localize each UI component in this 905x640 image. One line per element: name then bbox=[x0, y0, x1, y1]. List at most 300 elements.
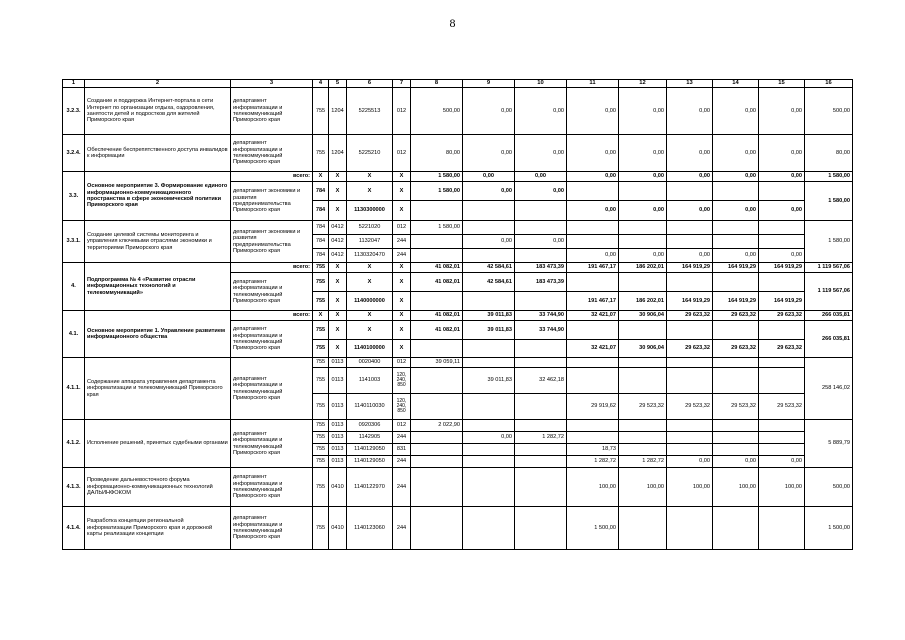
table-cell bbox=[713, 182, 759, 201]
table-cell bbox=[463, 394, 515, 420]
table-cell bbox=[515, 507, 567, 550]
table-cell: 1141003 bbox=[347, 368, 393, 394]
table-cell: 1 580,00 bbox=[411, 221, 463, 235]
responsible-dept: департамент информатизации и телекоммуникаций Приморского края bbox=[231, 358, 313, 420]
table-cell: Х bbox=[329, 311, 347, 321]
table-cell bbox=[759, 235, 805, 249]
responsible-dept: департамент информатизации и телекоммуникаций Приморского края bbox=[231, 507, 313, 550]
table-cell bbox=[411, 456, 463, 468]
table-cell: Х bbox=[393, 273, 411, 292]
responsible-dept: департамент информатизации и телекоммуникаций Приморского края bbox=[231, 321, 313, 358]
table-cell: 39 011,83 bbox=[463, 368, 515, 394]
table-cell: 164 919,29 bbox=[759, 263, 805, 273]
table-cell: 29 523,32 bbox=[667, 394, 713, 420]
table-cell bbox=[667, 358, 713, 368]
table-cell bbox=[713, 221, 759, 235]
column-header: 1 bbox=[63, 80, 85, 88]
table-cell: 1204 bbox=[329, 135, 347, 172]
budget-table bbox=[62, 79, 853, 550]
row-number: 4. bbox=[63, 263, 85, 311]
table-cell bbox=[515, 456, 567, 468]
table-cell: Х bbox=[393, 311, 411, 321]
table-cell bbox=[713, 235, 759, 249]
total-label: всего: bbox=[231, 311, 313, 321]
table-cell: Х bbox=[393, 321, 411, 340]
table-cell bbox=[667, 432, 713, 444]
table-cell bbox=[411, 201, 463, 221]
table-cell: 0,00 bbox=[463, 432, 515, 444]
table-cell: 244 bbox=[393, 235, 411, 249]
column-header: 12 bbox=[619, 80, 667, 88]
table-cell: 0,00 bbox=[567, 88, 619, 135]
table-cell bbox=[667, 368, 713, 394]
table-cell: Х bbox=[313, 311, 329, 321]
table-cell bbox=[619, 321, 667, 340]
table-cell bbox=[667, 221, 713, 235]
table-cell: Х bbox=[393, 201, 411, 221]
table-cell: 32 421,07 bbox=[567, 311, 619, 321]
table-cell: 500,00 bbox=[805, 88, 853, 135]
table-cell: Х bbox=[393, 172, 411, 182]
table-cell: 0113 bbox=[329, 444, 347, 456]
table-cell: 39 059,11 bbox=[411, 358, 463, 368]
table-cell bbox=[567, 368, 619, 394]
table-cell: 1132047 bbox=[347, 235, 393, 249]
table-cell: 755 bbox=[313, 321, 329, 340]
table-cell: 0,00 bbox=[619, 135, 667, 172]
column-header: 7 bbox=[393, 80, 411, 88]
table-cell: 012 bbox=[393, 420, 411, 432]
table-cell bbox=[619, 235, 667, 249]
table-cell: Х bbox=[313, 172, 329, 182]
responsible-dept: департамент информатизации и телекоммуникаций Приморского края bbox=[231, 135, 313, 172]
table-cell: 0113 bbox=[329, 394, 347, 420]
table-cell bbox=[667, 235, 713, 249]
table-cell bbox=[619, 432, 667, 444]
table-cell: 258 146,02 bbox=[805, 358, 853, 420]
table-cell: 244 bbox=[393, 468, 411, 507]
table-cell: 0,00 bbox=[619, 249, 667, 263]
table-cell bbox=[713, 368, 759, 394]
row-number: 4.1.4. bbox=[63, 507, 85, 550]
table-cell: 42 584,61 bbox=[463, 263, 515, 273]
column-header: 15 bbox=[759, 80, 805, 88]
table-cell bbox=[759, 221, 805, 235]
column-header: 10 bbox=[515, 80, 567, 88]
table-cell: 33 744,90 bbox=[515, 321, 567, 340]
table-cell: 755 bbox=[313, 273, 329, 292]
table-cell: 500,00 bbox=[411, 88, 463, 135]
table-cell bbox=[463, 358, 515, 368]
table-cell: 42 584,61 bbox=[463, 273, 515, 292]
row-name: Создание и поддержка Интернет-портала в сети Интернет по организации отдыха, оздоровления, занятости детей и подростков для жителей Приморского края bbox=[85, 88, 231, 135]
table-cell bbox=[411, 368, 463, 394]
table-cell: 0,00 bbox=[667, 172, 713, 182]
table-cell: 29 919,62 bbox=[567, 394, 619, 420]
column-header: 9 bbox=[463, 80, 515, 88]
table-cell: 755 bbox=[313, 456, 329, 468]
table-cell: 1 580,00 bbox=[805, 221, 853, 263]
table-row bbox=[63, 172, 853, 182]
table-cell bbox=[713, 432, 759, 444]
table-cell: 0,00 bbox=[759, 201, 805, 221]
table-cell bbox=[667, 182, 713, 201]
row-name: Основное мероприятие 1. Управление развитием информационного общества bbox=[85, 311, 231, 358]
table-row bbox=[63, 468, 853, 507]
table-row bbox=[63, 311, 853, 321]
table-cell: Х bbox=[329, 321, 347, 340]
row-number: 4.1.1. bbox=[63, 358, 85, 420]
table-cell bbox=[463, 340, 515, 358]
table-cell: 784 bbox=[313, 182, 329, 201]
table-cell bbox=[515, 221, 567, 235]
table-cell: 80,00 bbox=[805, 135, 853, 172]
table-cell: 0113 bbox=[329, 456, 347, 468]
table-cell: 100,00 bbox=[759, 468, 805, 507]
total-label: всего: bbox=[231, 172, 313, 182]
table-cell: 164 919,29 bbox=[667, 292, 713, 311]
table-cell: 29 623,32 bbox=[667, 340, 713, 358]
table-cell: 784 bbox=[313, 221, 329, 235]
table-cell bbox=[619, 221, 667, 235]
table-cell: 244 bbox=[393, 456, 411, 468]
table-cell: 755 bbox=[313, 420, 329, 432]
table-cell bbox=[619, 420, 667, 432]
table-cell: 0,00 bbox=[567, 135, 619, 172]
column-header: 6 bbox=[347, 80, 393, 88]
table-cell: 183 473,39 bbox=[515, 273, 567, 292]
table-cell: 164 919,29 bbox=[667, 263, 713, 273]
table-cell: 164 919,29 bbox=[759, 292, 805, 311]
table-cell bbox=[759, 182, 805, 201]
table-cell: 0,00 bbox=[463, 172, 515, 182]
table-cell: 0,00 bbox=[667, 456, 713, 468]
table-cell: 39 011,83 bbox=[463, 321, 515, 340]
table-row bbox=[63, 420, 853, 432]
table-cell: 0,00 bbox=[619, 88, 667, 135]
table-cell: 0,00 bbox=[515, 182, 567, 201]
table-cell: 1 119 567,06 bbox=[805, 273, 853, 311]
table-cell: 5 889,79 bbox=[805, 420, 853, 468]
table-cell: Х bbox=[347, 273, 393, 292]
table-cell: 755 bbox=[313, 507, 329, 550]
table-cell: 755 bbox=[313, 368, 329, 394]
column-header: 5 bbox=[329, 80, 347, 88]
table-cell bbox=[619, 358, 667, 368]
row-number: 3.3.1. bbox=[63, 221, 85, 263]
row-number: 3.2.4. bbox=[63, 135, 85, 172]
table-cell: 1140122970 bbox=[347, 468, 393, 507]
table-cell: 0920306 bbox=[347, 420, 393, 432]
table-cell: 784 bbox=[313, 201, 329, 221]
table-cell: 39 011,83 bbox=[463, 311, 515, 321]
table-cell: 1 282,72 bbox=[619, 456, 667, 468]
table-cell: 784 bbox=[313, 235, 329, 249]
table-cell: 0113 bbox=[329, 432, 347, 444]
table-cell: 0,00 bbox=[759, 456, 805, 468]
table-cell bbox=[759, 321, 805, 340]
row-name: Подпрограмма № 4 «Развитие отрасли информационных технологий и телекоммуникаций» bbox=[85, 263, 231, 311]
table-cell: Х bbox=[329, 340, 347, 358]
table-cell: 0,00 bbox=[713, 201, 759, 221]
table-cell: 1130320470 bbox=[347, 249, 393, 263]
table-cell: Х bbox=[347, 182, 393, 201]
table-cell bbox=[619, 182, 667, 201]
row-name: Обеспечение беспрепятственного доступа инвалидов к информации bbox=[85, 135, 231, 172]
table-cell bbox=[463, 201, 515, 221]
table-cell bbox=[713, 321, 759, 340]
table-cell: 32 462,18 bbox=[515, 368, 567, 394]
table-cell: 0020400 bbox=[347, 358, 393, 368]
table-cell: 1204 bbox=[329, 88, 347, 135]
table-cell: 1140129050 bbox=[347, 444, 393, 456]
table-cell bbox=[713, 507, 759, 550]
table-cell: 755 bbox=[313, 432, 329, 444]
table-cell bbox=[567, 358, 619, 368]
table-cell: 164 919,29 bbox=[713, 263, 759, 273]
table-cell: 1 580,00 bbox=[805, 182, 853, 221]
table-cell: Х bbox=[329, 172, 347, 182]
table-cell bbox=[463, 507, 515, 550]
table-cell: 183 473,39 bbox=[515, 263, 567, 273]
table-cell bbox=[759, 432, 805, 444]
table-cell: 0,00 bbox=[713, 88, 759, 135]
table-cell bbox=[411, 249, 463, 263]
table-cell: 29 623,32 bbox=[759, 340, 805, 358]
row-name: Создание целевой системы мониторинга и управления ключевыми отраслями экономики и территориями Приморского края bbox=[85, 221, 231, 263]
table-cell: 1140000000 bbox=[347, 292, 393, 311]
table-cell bbox=[463, 292, 515, 311]
table-cell bbox=[463, 249, 515, 263]
table-cell: 244 bbox=[393, 249, 411, 263]
table-cell bbox=[667, 444, 713, 456]
table-cell: 012 bbox=[393, 358, 411, 368]
table-cell: 41 082,01 bbox=[411, 321, 463, 340]
table-cell: 2 022,90 bbox=[411, 420, 463, 432]
table-cell: Х bbox=[393, 292, 411, 311]
table-cell: Х bbox=[329, 182, 347, 201]
table-cell: 0,00 bbox=[567, 249, 619, 263]
table-cell: 0,00 bbox=[667, 249, 713, 263]
row-number: 4.1. bbox=[63, 311, 85, 358]
column-header: 14 bbox=[713, 80, 759, 88]
table-cell: Х bbox=[393, 182, 411, 201]
column-header: 11 bbox=[567, 80, 619, 88]
table-cell: 0,00 bbox=[515, 235, 567, 249]
table-cell bbox=[619, 444, 667, 456]
table-cell: 831 bbox=[393, 444, 411, 456]
table-cell: 41 082,01 bbox=[411, 311, 463, 321]
table-cell: 266 035,81 bbox=[805, 311, 853, 321]
table-cell: 120, 240, 850 bbox=[393, 368, 411, 394]
table-cell: 1 119 567,06 bbox=[805, 263, 853, 273]
table-cell bbox=[567, 273, 619, 292]
row-number: 4.1.2. bbox=[63, 420, 85, 468]
responsible-dept: департамент информатизации и телекоммуникаций Приморского края bbox=[231, 420, 313, 468]
row-name: Основное мероприятие 3. Формирование единого информационно-коммуникационного пространства в сфере экономической политики Приморского края bbox=[85, 172, 231, 221]
table-cell: 755 bbox=[313, 468, 329, 507]
table-cell bbox=[515, 394, 567, 420]
table-cell: 120, 240, 850 bbox=[393, 394, 411, 420]
table-cell bbox=[411, 235, 463, 249]
table-cell: 012 bbox=[393, 135, 411, 172]
table-cell: 0,00 bbox=[567, 201, 619, 221]
table-cell: Х bbox=[347, 321, 393, 340]
responsible-dept: департамент информатизации и телекоммуникаций Приморского края bbox=[231, 468, 313, 507]
table-cell bbox=[713, 273, 759, 292]
table-cell: 0,00 bbox=[515, 88, 567, 135]
row-name: Проведение дальневосточного форума информационно-коммуникационных технологий ДАЛЬИНФОКОМ bbox=[85, 468, 231, 507]
table-cell bbox=[619, 368, 667, 394]
table-cell: 32 421,07 bbox=[567, 340, 619, 358]
total-label: всего: bbox=[231, 263, 313, 273]
column-header: 2 bbox=[85, 80, 231, 88]
table-cell: 1142905 bbox=[347, 432, 393, 444]
table-cell: 755 bbox=[313, 358, 329, 368]
table-cell: 244 bbox=[393, 507, 411, 550]
table-cell: Х bbox=[393, 263, 411, 273]
table-cell: 30 906,04 bbox=[619, 311, 667, 321]
table-cell: 500,00 bbox=[805, 468, 853, 507]
table-cell bbox=[463, 468, 515, 507]
page-number: 8 bbox=[449, 16, 456, 30]
table-cell bbox=[759, 420, 805, 432]
header-row bbox=[63, 80, 853, 88]
table-cell: 012 bbox=[393, 88, 411, 135]
table-cell: 784 bbox=[313, 249, 329, 263]
table-cell bbox=[759, 273, 805, 292]
table-cell: 5225210 bbox=[347, 135, 393, 172]
table-cell bbox=[713, 444, 759, 456]
table-cell bbox=[515, 444, 567, 456]
table-cell bbox=[667, 273, 713, 292]
table-cell bbox=[463, 456, 515, 468]
table-cell bbox=[567, 432, 619, 444]
table-cell: 80,00 bbox=[411, 135, 463, 172]
table-cell: 266 035,81 bbox=[805, 321, 853, 358]
row-name: Разработка концепции региональной информатизации Приморского края и дорожной карты реализации концепции bbox=[85, 507, 231, 550]
table-cell: 41 082,01 bbox=[411, 273, 463, 292]
table-cell bbox=[567, 235, 619, 249]
table-cell: 29 523,32 bbox=[759, 394, 805, 420]
table-cell: 0113 bbox=[329, 420, 347, 432]
table-cell: Х bbox=[329, 263, 347, 273]
table-cell bbox=[463, 221, 515, 235]
table-cell: 29 623,32 bbox=[759, 311, 805, 321]
table-cell: 100,00 bbox=[567, 468, 619, 507]
table-cell: 0,00 bbox=[713, 249, 759, 263]
table-cell: 755 bbox=[313, 88, 329, 135]
table-cell bbox=[759, 358, 805, 368]
table-cell bbox=[713, 420, 759, 432]
table-cell: 29 523,32 bbox=[713, 394, 759, 420]
table-cell: 0412 bbox=[329, 249, 347, 263]
table-cell: 5225513 bbox=[347, 88, 393, 135]
table-cell bbox=[411, 292, 463, 311]
table-cell bbox=[411, 444, 463, 456]
table-cell: 0412 bbox=[329, 235, 347, 249]
table-cell: 1 282,72 bbox=[567, 456, 619, 468]
table-cell bbox=[411, 507, 463, 550]
table-cell: 0,00 bbox=[713, 456, 759, 468]
table-cell: Х bbox=[347, 311, 393, 321]
table-cell bbox=[713, 358, 759, 368]
table-cell: 0113 bbox=[329, 368, 347, 394]
table-cell bbox=[667, 420, 713, 432]
responsible-dept: департамент информатизации и телекоммуникаций Приморского края bbox=[231, 88, 313, 135]
column-header: 4 bbox=[313, 80, 329, 88]
table-cell: 0,00 bbox=[667, 135, 713, 172]
table-cell: 0,00 bbox=[713, 172, 759, 182]
table-row bbox=[63, 88, 853, 135]
table-cell: 755 bbox=[313, 340, 329, 358]
table-cell: 0410 bbox=[329, 468, 347, 507]
table-cell bbox=[515, 358, 567, 368]
table-cell bbox=[619, 273, 667, 292]
table-cell: Х bbox=[329, 201, 347, 221]
table-cell bbox=[463, 420, 515, 432]
column-header: 3 bbox=[231, 80, 313, 88]
table-cell: 1 580,00 bbox=[411, 182, 463, 201]
table-cell: 755 bbox=[313, 394, 329, 420]
responsible-dept: департамент экономики и развития предпринимательства Приморского края bbox=[231, 221, 313, 263]
table-cell bbox=[411, 394, 463, 420]
table-cell: 29 623,32 bbox=[667, 311, 713, 321]
table-cell: 5221020 bbox=[347, 221, 393, 235]
table-cell: Х bbox=[393, 340, 411, 358]
table-cell: 33 744,90 bbox=[515, 311, 567, 321]
table-cell: 0,00 bbox=[667, 201, 713, 221]
table-cell: 244 bbox=[393, 432, 411, 444]
table-cell: 29 623,32 bbox=[713, 311, 759, 321]
table-cell: 1 580,00 bbox=[805, 172, 853, 182]
table-cell: 18,73 bbox=[567, 444, 619, 456]
table-cell bbox=[411, 432, 463, 444]
table-cell bbox=[759, 444, 805, 456]
table-cell: Х bbox=[347, 172, 393, 182]
table-cell bbox=[759, 368, 805, 394]
row-name: Исполнение решений, принятых судебными органами bbox=[85, 420, 231, 468]
column-header: 8 bbox=[411, 80, 463, 88]
table-cell bbox=[515, 201, 567, 221]
table-cell bbox=[411, 468, 463, 507]
table-cell: 41 082,01 bbox=[411, 263, 463, 273]
table-cell bbox=[515, 468, 567, 507]
table-cell: 1 580,00 bbox=[411, 172, 463, 182]
table-cell: 29 523,32 bbox=[619, 394, 667, 420]
table-cell: 0,00 bbox=[759, 172, 805, 182]
table-cell bbox=[667, 321, 713, 340]
table-cell: 755 bbox=[313, 263, 329, 273]
table-cell: 755 bbox=[313, 135, 329, 172]
table-cell bbox=[515, 420, 567, 432]
table-cell: 1 500,00 bbox=[805, 507, 853, 550]
table-cell: 0,00 bbox=[463, 135, 515, 172]
table-cell: 755 bbox=[313, 444, 329, 456]
table-cell: 0,00 bbox=[463, 88, 515, 135]
table-cell: 1140110030 bbox=[347, 394, 393, 420]
table-cell: 0,00 bbox=[667, 88, 713, 135]
table-cell: 0410 bbox=[329, 507, 347, 550]
table-cell: 1140129050 bbox=[347, 456, 393, 468]
table-cell: 1 500,00 bbox=[567, 507, 619, 550]
table-cell: 30 906,04 bbox=[619, 340, 667, 358]
row-name: Содержание аппарата управления департамента информатизации и телекоммуникаций Приморского края bbox=[85, 358, 231, 420]
table-cell: 191 467,17 bbox=[567, 263, 619, 273]
table-cell: 0,00 bbox=[567, 172, 619, 182]
table-cell bbox=[567, 420, 619, 432]
table-cell: 100,00 bbox=[713, 468, 759, 507]
